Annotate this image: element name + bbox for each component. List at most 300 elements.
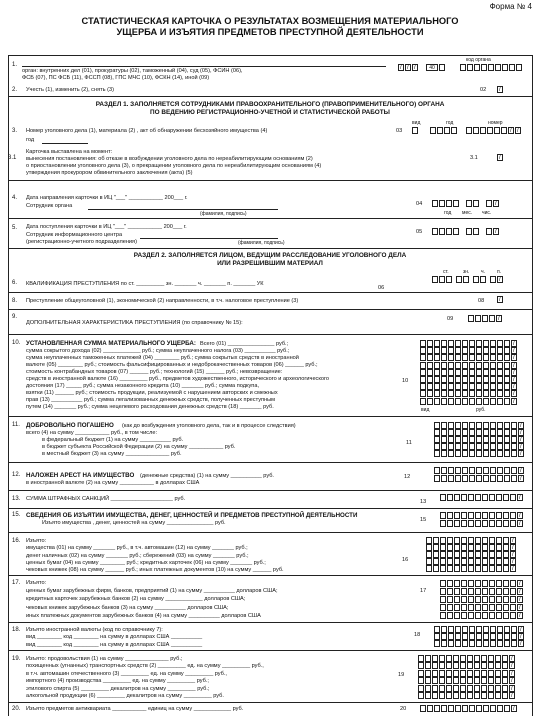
entry-box[interactable]: [469, 640, 475, 647]
entry-box[interactable]: [441, 450, 447, 457]
entry-box[interactable]: [418, 692, 424, 699]
code-box[interactable]: [439, 64, 445, 71]
entry-box[interactable]: [481, 662, 487, 669]
entry-box[interactable]: [441, 398, 447, 405]
entry-box[interactable]: [434, 376, 440, 383]
entry-box[interactable]: [504, 429, 510, 436]
entry-box[interactable]: [490, 422, 496, 429]
entry-box[interactable]: [468, 520, 474, 527]
entry-box[interactable]: [447, 551, 453, 558]
entry-box[interactable]: [420, 383, 426, 390]
entry-box[interactable]: [489, 537, 495, 544]
date-box[interactable]: [432, 228, 438, 235]
entry-box[interactable]: [434, 475, 440, 482]
entry-box[interactable]: [440, 596, 446, 603]
entry-box[interactable]: [469, 398, 475, 405]
entry-box[interactable]: [504, 450, 510, 457]
entry-box[interactable]: [504, 705, 510, 712]
entry-box[interactable]: [425, 662, 431, 669]
entry-box[interactable]: [432, 670, 438, 677]
entry-box[interactable]: [434, 450, 440, 457]
entry-box[interactable]: [426, 558, 432, 565]
entry-box[interactable]: [446, 685, 452, 692]
entry-box[interactable]: [454, 596, 460, 603]
entry-box[interactable]: [469, 383, 475, 390]
entry-box[interactable]: [441, 705, 447, 712]
entry-box[interactable]: [482, 551, 488, 558]
entry-box[interactable]: [489, 551, 495, 558]
entry-box[interactable]: [517, 512, 523, 519]
entry-box[interactable]: [468, 565, 474, 572]
field-31-box[interactable]: [497, 154, 503, 161]
nomer-box[interactable]: [515, 127, 521, 134]
entry-box[interactable]: [490, 429, 496, 436]
entry-box[interactable]: [441, 376, 447, 383]
entry-box[interactable]: [496, 612, 502, 619]
entry-box[interactable]: [441, 640, 447, 647]
entry-box[interactable]: [482, 537, 488, 544]
entry-box[interactable]: [432, 662, 438, 669]
entry-box[interactable]: [454, 558, 460, 565]
entry-box[interactable]: [497, 475, 503, 482]
entry-box[interactable]: [481, 677, 487, 684]
entry-box[interactable]: [495, 677, 501, 684]
entry-box[interactable]: [488, 655, 494, 662]
entry-box[interactable]: [475, 544, 481, 551]
entry-box[interactable]: [490, 475, 496, 482]
entry-box[interactable]: [425, 692, 431, 699]
entry-box[interactable]: [455, 443, 461, 450]
date-box[interactable]: [486, 200, 492, 207]
entry-box[interactable]: [420, 354, 426, 361]
entry-box[interactable]: [483, 347, 489, 354]
entry-box[interactable]: [454, 604, 460, 611]
entry-box[interactable]: [511, 640, 517, 647]
code-box[interactable]: [502, 64, 508, 71]
entry-box[interactable]: [469, 376, 475, 383]
nomer-box[interactable]: [473, 127, 479, 134]
entry-box[interactable]: [448, 340, 454, 347]
entry-box[interactable]: [503, 494, 509, 501]
entry-box[interactable]: [482, 520, 488, 527]
entry-box[interactable]: [482, 558, 488, 565]
entry-box[interactable]: [490, 390, 496, 397]
entry-box[interactable]: [455, 640, 461, 647]
entry-box[interactable]: [517, 604, 523, 611]
entry-box[interactable]: [481, 685, 487, 692]
entry-box[interactable]: [490, 640, 496, 647]
entry-box[interactable]: [460, 670, 466, 677]
entry-box[interactable]: [433, 558, 439, 565]
entry-box[interactable]: [504, 340, 510, 347]
entry-box[interactable]: [468, 551, 474, 558]
entry-box[interactable]: [489, 558, 495, 565]
entry-box[interactable]: [511, 443, 517, 450]
entry-box[interactable]: [483, 383, 489, 390]
entry-box[interactable]: [503, 544, 509, 551]
entry-box[interactable]: [455, 422, 461, 429]
entry-box[interactable]: [446, 655, 452, 662]
entry-box[interactable]: [461, 520, 467, 527]
entry-box[interactable]: [497, 369, 503, 376]
entry-box[interactable]: [476, 436, 482, 443]
entry-box[interactable]: [434, 383, 440, 390]
entry-box[interactable]: [434, 398, 440, 405]
entry-box[interactable]: [511, 383, 517, 390]
entry-box[interactable]: [504, 383, 510, 390]
entry-box[interactable]: [475, 558, 481, 565]
entry-box[interactable]: [469, 369, 475, 376]
entry-box[interactable]: [441, 443, 447, 450]
entry-box[interactable]: [462, 390, 468, 397]
god-box[interactable]: [437, 127, 443, 134]
entry-box[interactable]: [476, 398, 482, 405]
zn-box[interactable]: [456, 276, 462, 283]
entry-box[interactable]: [462, 450, 468, 457]
entry-box[interactable]: [518, 626, 524, 633]
code-box-value[interactable]: 40: [426, 64, 438, 71]
entry-box[interactable]: [497, 450, 503, 457]
field-2-box[interactable]: [497, 86, 503, 93]
entry-box[interactable]: [483, 422, 489, 429]
entry-box[interactable]: [475, 551, 481, 558]
entry-box[interactable]: [448, 450, 454, 457]
entry-box[interactable]: [448, 383, 454, 390]
char-box[interactable]: [489, 315, 495, 322]
entry-box[interactable]: [461, 544, 467, 551]
entry-box[interactable]: [511, 475, 517, 482]
field-8-box[interactable]: [497, 296, 503, 303]
entry-box[interactable]: [517, 494, 523, 501]
entry-box[interactable]: [447, 512, 453, 519]
entry-box[interactable]: [511, 705, 517, 712]
entry-box[interactable]: [475, 604, 481, 611]
entry-box[interactable]: [469, 429, 475, 436]
code-box[interactable]: [405, 64, 411, 71]
entry-box[interactable]: [504, 390, 510, 397]
entry-box[interactable]: [448, 376, 454, 383]
entry-box[interactable]: [420, 398, 426, 405]
entry-box[interactable]: [462, 369, 468, 376]
entry-box[interactable]: [455, 369, 461, 376]
entry-box[interactable]: [455, 626, 461, 633]
entry-box[interactable]: [448, 422, 454, 429]
entry-box[interactable]: [509, 662, 515, 669]
entry-box[interactable]: [439, 692, 445, 699]
entry-box[interactable]: [448, 705, 454, 712]
entry-box[interactable]: [462, 429, 468, 436]
entry-box[interactable]: [447, 544, 453, 551]
entry-box[interactable]: [502, 655, 508, 662]
char-box[interactable]: [468, 315, 474, 322]
p-box[interactable]: [490, 276, 496, 283]
entry-box[interactable]: [510, 580, 516, 587]
entry-box[interactable]: [496, 544, 502, 551]
entry-box[interactable]: [510, 494, 516, 501]
entry-box[interactable]: [476, 340, 482, 347]
code-box[interactable]: [509, 64, 515, 71]
entry-box[interactable]: [440, 604, 446, 611]
entry-box[interactable]: [420, 376, 426, 383]
entry-box[interactable]: [496, 604, 502, 611]
entry-box[interactable]: [469, 354, 475, 361]
entry-box[interactable]: [504, 347, 510, 354]
entry-box[interactable]: [502, 685, 508, 692]
entry-box[interactable]: [455, 376, 461, 383]
entry-box[interactable]: [426, 537, 432, 544]
entry-box[interactable]: [448, 347, 454, 354]
entry-box[interactable]: [448, 369, 454, 376]
nomer-box[interactable]: [508, 127, 514, 134]
entry-box[interactable]: [483, 467, 489, 474]
entry-box[interactable]: [490, 450, 496, 457]
entry-box[interactable]: [483, 369, 489, 376]
entry-box[interactable]: [495, 670, 501, 677]
entry-box[interactable]: [454, 580, 460, 587]
entry-box[interactable]: [511, 436, 517, 443]
entry-box[interactable]: [490, 376, 496, 383]
entry-box[interactable]: [468, 494, 474, 501]
entry-box[interactable]: [433, 551, 439, 558]
entry-box[interactable]: [434, 626, 440, 633]
entry-box[interactable]: [427, 398, 433, 405]
entry-box[interactable]: [448, 436, 454, 443]
entry-box[interactable]: [510, 596, 516, 603]
entry-box[interactable]: [476, 705, 482, 712]
entry-box[interactable]: [475, 612, 481, 619]
entry-box[interactable]: [503, 580, 509, 587]
entry-box[interactable]: [490, 705, 496, 712]
entry-box[interactable]: [418, 655, 424, 662]
entry-box[interactable]: [504, 640, 510, 647]
entry-box[interactable]: [474, 655, 480, 662]
entry-box[interactable]: [462, 443, 468, 450]
entry-box[interactable]: [454, 612, 460, 619]
entry-box[interactable]: [489, 544, 495, 551]
entry-box[interactable]: [427, 369, 433, 376]
entry-box[interactable]: [462, 705, 468, 712]
entry-box[interactable]: [489, 596, 495, 603]
entry-box[interactable]: [434, 362, 440, 369]
entry-box[interactable]: [495, 655, 501, 662]
entry-box[interactable]: [434, 422, 440, 429]
entry-box[interactable]: [455, 467, 461, 474]
entry-box[interactable]: [448, 626, 454, 633]
entry-box[interactable]: [476, 467, 482, 474]
entry-box[interactable]: [482, 596, 488, 603]
entry-box[interactable]: [447, 604, 453, 611]
entry-box[interactable]: [469, 705, 475, 712]
entry-box[interactable]: [483, 340, 489, 347]
entry-box[interactable]: [427, 705, 433, 712]
entry-box[interactable]: [441, 633, 447, 640]
entry-box[interactable]: [454, 520, 460, 527]
entry-box[interactable]: [504, 422, 510, 429]
entry-box[interactable]: [476, 354, 482, 361]
entry-box[interactable]: [420, 390, 426, 397]
entry-box[interactable]: [503, 558, 509, 565]
entry-box[interactable]: [427, 354, 433, 361]
nomer-box[interactable]: [466, 127, 472, 134]
entry-box[interactable]: [434, 705, 440, 712]
ch-box[interactable]: [480, 276, 486, 283]
entry-box[interactable]: [490, 398, 496, 405]
entry-box[interactable]: [509, 692, 515, 699]
entry-box[interactable]: [518, 640, 524, 647]
nomer-box[interactable]: [487, 127, 493, 134]
entry-box[interactable]: [446, 677, 452, 684]
entry-box[interactable]: [420, 340, 426, 347]
entry-box[interactable]: [482, 612, 488, 619]
entry-box[interactable]: [476, 390, 482, 397]
entry-box[interactable]: [462, 640, 468, 647]
entry-box[interactable]: [467, 677, 473, 684]
entry-box[interactable]: [490, 362, 496, 369]
entry-box[interactable]: [490, 340, 496, 347]
entry-box[interactable]: [481, 655, 487, 662]
entry-box[interactable]: [497, 354, 503, 361]
entry-box[interactable]: [440, 588, 446, 595]
entry-box[interactable]: [460, 677, 466, 684]
entry-box[interactable]: [433, 544, 439, 551]
entry-box[interactable]: [490, 633, 496, 640]
entry-box[interactable]: [441, 429, 447, 436]
entry-box[interactable]: [469, 347, 475, 354]
entry-box[interactable]: [488, 670, 494, 677]
code-box[interactable]: [412, 64, 418, 71]
date-box[interactable]: [466, 228, 472, 235]
entry-box[interactable]: [476, 383, 482, 390]
entry-box[interactable]: [482, 544, 488, 551]
entry-box[interactable]: [496, 596, 502, 603]
entry-box[interactable]: [483, 376, 489, 383]
entry-box[interactable]: [434, 369, 440, 376]
entry-box[interactable]: [455, 450, 461, 457]
nomer-box[interactable]: [480, 127, 486, 134]
entry-box[interactable]: [474, 677, 480, 684]
entry-box[interactable]: [518, 443, 524, 450]
entry-box[interactable]: [461, 596, 467, 603]
zn-box[interactable]: [463, 276, 469, 283]
entry-box[interactable]: [462, 340, 468, 347]
entry-box[interactable]: [503, 551, 509, 558]
entry-box[interactable]: [483, 390, 489, 397]
entry-box[interactable]: [510, 512, 516, 519]
entry-box[interactable]: [440, 580, 446, 587]
entry-box[interactable]: [461, 565, 467, 572]
entry-box[interactable]: [448, 633, 454, 640]
entry-box[interactable]: [448, 475, 454, 482]
entry-box[interactable]: [483, 450, 489, 457]
entry-box[interactable]: [511, 467, 517, 474]
entry-box[interactable]: [455, 475, 461, 482]
entry-box[interactable]: [497, 640, 503, 647]
entry-box[interactable]: [434, 467, 440, 474]
entry-box[interactable]: [490, 443, 496, 450]
entry-box[interactable]: [468, 537, 474, 544]
entry-box[interactable]: [475, 512, 481, 519]
entry-box[interactable]: [496, 551, 502, 558]
entry-box[interactable]: [460, 692, 466, 699]
entry-box[interactable]: [454, 588, 460, 595]
entry-box[interactable]: [447, 580, 453, 587]
entry-box[interactable]: [455, 705, 461, 712]
entry-box[interactable]: [461, 580, 467, 587]
entry-box[interactable]: [468, 588, 474, 595]
entry-box[interactable]: [503, 604, 509, 611]
entry-box[interactable]: [448, 398, 454, 405]
entry-box[interactable]: [482, 512, 488, 519]
entry-box[interactable]: [511, 398, 517, 405]
entry-box[interactable]: [440, 612, 446, 619]
entry-box[interactable]: [468, 596, 474, 603]
entry-box[interactable]: [455, 390, 461, 397]
entry-box[interactable]: [483, 398, 489, 405]
entry-box[interactable]: [489, 604, 495, 611]
entry-box[interactable]: [440, 565, 446, 572]
entry-box[interactable]: [476, 369, 482, 376]
entry-box[interactable]: [488, 685, 494, 692]
entry-box[interactable]: [468, 512, 474, 519]
entry-box[interactable]: [511, 450, 517, 457]
entry-box[interactable]: [447, 494, 453, 501]
entry-box[interactable]: [453, 685, 459, 692]
entry-box[interactable]: [497, 436, 503, 443]
entry-box[interactable]: [469, 422, 475, 429]
entry-box[interactable]: [474, 685, 480, 692]
god-box[interactable]: [430, 127, 436, 134]
entry-box[interactable]: [517, 580, 523, 587]
entry-box[interactable]: [441, 383, 447, 390]
entry-box[interactable]: [425, 685, 431, 692]
date-box[interactable]: [473, 200, 479, 207]
entry-box[interactable]: [504, 398, 510, 405]
entry-box[interactable]: [517, 612, 523, 619]
entry-box[interactable]: [511, 362, 517, 369]
entry-box[interactable]: [455, 429, 461, 436]
entry-box[interactable]: [511, 422, 517, 429]
entry-box[interactable]: [510, 544, 516, 551]
entry-box[interactable]: [440, 520, 446, 527]
entry-box[interactable]: [469, 633, 475, 640]
entry-box[interactable]: [434, 633, 440, 640]
entry-box[interactable]: [418, 677, 424, 684]
entry-box[interactable]: [475, 520, 481, 527]
entry-box[interactable]: [489, 512, 495, 519]
entry-box[interactable]: [441, 436, 447, 443]
entry-box[interactable]: [475, 494, 481, 501]
entry-box[interactable]: [420, 347, 426, 354]
entry-box[interactable]: [482, 580, 488, 587]
entry-box[interactable]: [441, 475, 447, 482]
entry-box[interactable]: [476, 443, 482, 450]
entry-box[interactable]: [490, 347, 496, 354]
entry-box[interactable]: [496, 558, 502, 565]
entry-box[interactable]: [510, 588, 516, 595]
entry-box[interactable]: [504, 467, 510, 474]
entry-box[interactable]: [440, 494, 446, 501]
entry-box[interactable]: [497, 340, 503, 347]
char-box[interactable]: [496, 315, 502, 322]
entry-box[interactable]: [453, 655, 459, 662]
entry-box[interactable]: [496, 520, 502, 527]
entry-box[interactable]: [489, 612, 495, 619]
entry-box[interactable]: [441, 467, 447, 474]
entry-box[interactable]: [488, 677, 494, 684]
entry-box[interactable]: [462, 362, 468, 369]
entry-box[interactable]: [482, 565, 488, 572]
entry-box[interactable]: [518, 422, 524, 429]
